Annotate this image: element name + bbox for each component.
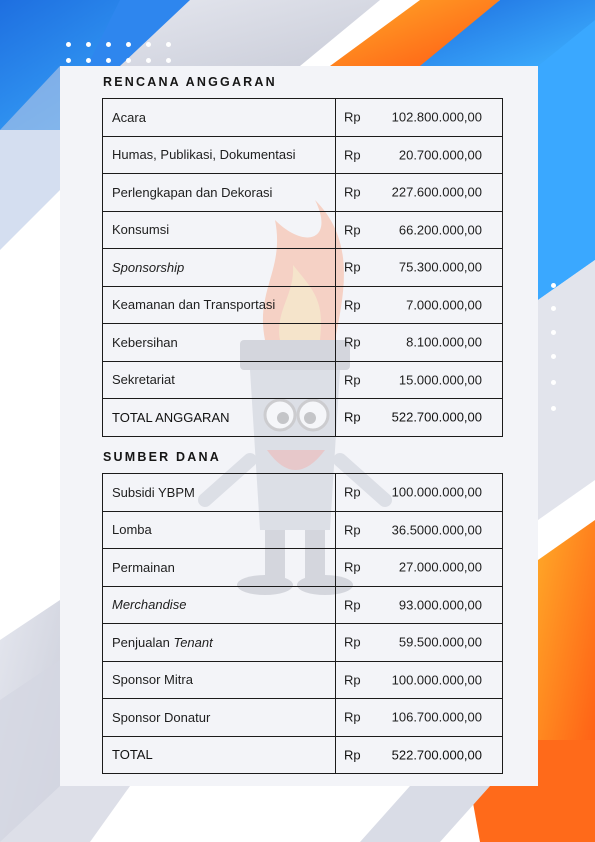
amount-value: 27.000.000,00 xyxy=(398,559,482,575)
currency-label: Rp xyxy=(344,484,361,500)
table-row xyxy=(103,474,503,512)
amount-value: 100.000.000,00 xyxy=(391,484,482,500)
currency-label: Rp xyxy=(344,672,361,688)
item-name: Sponsorship xyxy=(103,249,336,287)
amount-cell xyxy=(336,99,503,137)
currency-label: Rp xyxy=(344,522,361,538)
table-row xyxy=(103,136,503,174)
item-name: Subsidi YBPM xyxy=(103,474,336,512)
amount-value: 227.600.000,00 xyxy=(391,184,482,200)
table-row xyxy=(103,99,503,137)
item-name: Sponsor Donatur xyxy=(103,699,336,737)
currency-label: Rp xyxy=(344,147,361,163)
item-name: Sekretariat xyxy=(103,361,336,399)
item-name: Kebersihan xyxy=(103,324,336,362)
item-name-italic: Tenant xyxy=(173,634,213,650)
amount-value: 100.000.000,00 xyxy=(391,672,482,688)
table-row xyxy=(103,249,503,287)
item-name: Sponsor Mitra xyxy=(103,661,336,699)
amount-cell xyxy=(336,324,503,362)
amount-value: 20.700.000,00 xyxy=(398,147,482,163)
amount-value: 7.000.000,00 xyxy=(406,297,482,313)
table-row xyxy=(103,286,503,324)
currency-label: Rp xyxy=(344,597,361,613)
item-name: Humas, Publikasi, Dokumentasi xyxy=(103,136,336,174)
amount-value: 66.200.000,00 xyxy=(398,222,482,238)
amount-value: 36.5000.000,00 xyxy=(391,522,482,538)
budget-table xyxy=(102,98,503,437)
currency-label: Rp xyxy=(344,709,361,725)
table-row xyxy=(103,699,503,737)
amount-cell xyxy=(336,699,503,737)
budget-section-title: RENCANA ANGGARAN xyxy=(103,75,277,89)
currency-label: Rp xyxy=(344,259,361,275)
amount-cell xyxy=(336,399,503,437)
currency-label: Rp xyxy=(344,747,361,763)
item-name: Merchandise xyxy=(103,586,336,624)
funding-table xyxy=(102,473,503,774)
amount-value: 15.000.000,00 xyxy=(398,372,482,388)
currency-label: Rp xyxy=(344,409,361,425)
amount-value: 106.700.000,00 xyxy=(391,709,482,725)
amount-value: 8.100.000,00 xyxy=(406,334,482,350)
currency-label: Rp xyxy=(344,634,361,650)
amount-cell xyxy=(336,361,503,399)
table-row xyxy=(103,549,503,587)
table-row xyxy=(103,624,503,662)
currency-label: Rp xyxy=(344,184,361,200)
amount-value: 75.300.000,00 xyxy=(398,259,482,275)
amount-cell xyxy=(336,211,503,249)
item-name: Lomba xyxy=(103,511,336,549)
amount-cell xyxy=(336,661,503,699)
total-label: TOTAL xyxy=(103,736,336,774)
currency-label: Rp xyxy=(344,222,361,238)
item-name: Perlengkapan dan Dekorasi xyxy=(103,174,336,212)
item-name xyxy=(103,624,336,662)
total-amount: 522.700.000,00 xyxy=(391,409,482,425)
amount-cell xyxy=(336,586,503,624)
table-row xyxy=(103,324,503,362)
item-name: Konsumsi xyxy=(103,211,336,249)
table-total-row xyxy=(103,399,503,437)
table-row xyxy=(103,586,503,624)
table-row xyxy=(103,511,503,549)
item-name: Permainan xyxy=(103,549,336,587)
table-row xyxy=(103,174,503,212)
amount-cell xyxy=(336,136,503,174)
table-total-row xyxy=(103,736,503,774)
amount-value: 102.800.000,00 xyxy=(391,109,482,125)
amount-cell xyxy=(336,174,503,212)
funding-section-title: SUMBER DANA xyxy=(103,450,221,464)
table-row xyxy=(103,211,503,249)
total-label: TOTAL ANGGARAN xyxy=(103,399,336,437)
amount-cell xyxy=(336,511,503,549)
amount-cell xyxy=(336,624,503,662)
amount-cell xyxy=(336,474,503,512)
currency-label: Rp xyxy=(344,297,361,313)
amount-value: 59.500.000,00 xyxy=(398,634,482,650)
amount-cell xyxy=(336,249,503,287)
currency-label: Rp xyxy=(344,109,361,125)
currency-label: Rp xyxy=(344,372,361,388)
amount-cell xyxy=(336,736,503,774)
table-row xyxy=(103,661,503,699)
item-name-prefix: Penjualan xyxy=(112,634,174,650)
amount-cell xyxy=(336,549,503,587)
table-row xyxy=(103,361,503,399)
total-amount: 522.700.000,00 xyxy=(391,747,482,763)
item-name: Keamanan dan Transportasi xyxy=(103,286,336,324)
amount-value: 93.000.000,00 xyxy=(398,597,482,613)
currency-label: Rp xyxy=(344,334,361,350)
item-name: Acara xyxy=(103,99,336,137)
currency-label: Rp xyxy=(344,559,361,575)
amount-cell xyxy=(336,286,503,324)
